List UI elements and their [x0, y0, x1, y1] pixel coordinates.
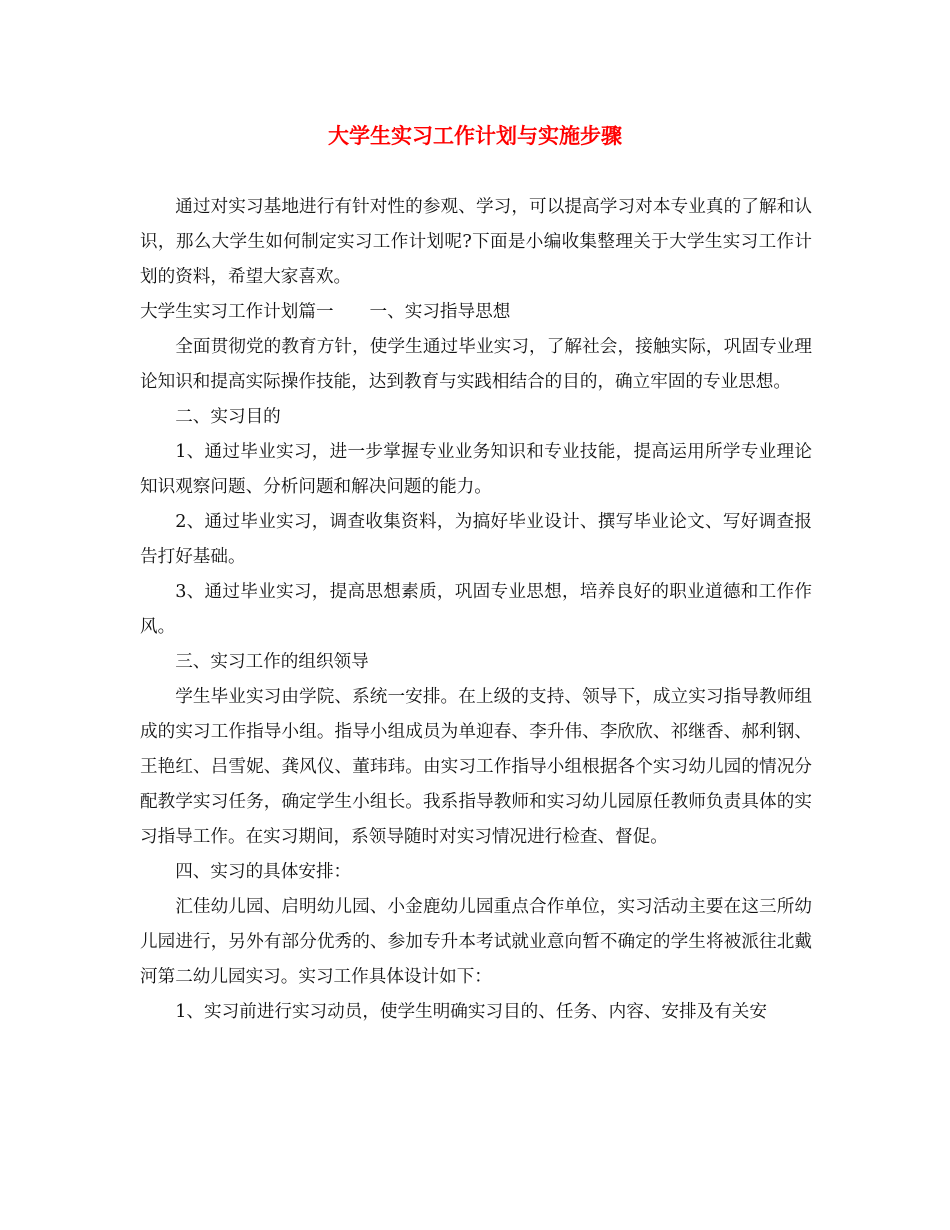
paragraph-purpose-2: 2、通过毕业实习，调查收集资料，为搞好毕业设计、撰写毕业论文、写好调查报告打好基础。: [140, 512, 812, 567]
paragraph-arrangement-1: 1、实习前进行实习动员，使学生明确实习目的、任务、内容、安排及有关安: [175, 1002, 767, 1022]
paragraph-guiding-ideology: 全面贯彻党的教育方针，使学生通过毕业实习，了解社会，接触实际，巩固专业理论知识和提高实际操作技能，达到教育与实践相结合的目的，确立牢固的专业思想。: [140, 337, 812, 392]
paragraph-organization: 学生毕业实习由学院、系统一安排。在上级的支持、领导下，成立实习指导教师组成的实习工作指导小组。指导小组成员为单迎春、李升伟、李欣欣、祁继香、郝利钢、王艳红、吕雪妮、龚风仪、董玮玮。由实习工作指导小组根据各个实习幼儿园的情况分配教学实习任务，确定学生小组长。我系指导教师和实习幼儿园原任教师负责具体的实习指导工作。在实习期间，系领导随时对实习情况进行检查、督促。: [140, 687, 812, 847]
section-heading-2: 二、实习目的: [175, 407, 281, 427]
document-body: [140, 190, 812, 1030]
article-label-line: [140, 295, 812, 330]
document-title: 大学生实习工作计划与实施步骤: [328, 123, 622, 148]
article-label: 大学生实习工作计划篇一: [140, 302, 334, 322]
paragraph-arrangement: 汇佳幼儿园、启明幼儿园、小金鹿幼儿园重点合作单位，实习活动主要在这三所幼儿园进行，另外有部分优秀的、参加专升本考试就业意向暂不确定的学生将被派往北戴河第二幼儿园实习。实习工作具体设计如下：: [140, 897, 812, 987]
paragraph-purpose-1: 1、通过毕业实习，进一步掌握专业业务知识和专业技能，提高运用所学专业理论知识观察问题、分析问题和解决问题的能力。: [140, 442, 812, 497]
section-heading-1: 一、实习指导思想: [369, 302, 511, 322]
section-heading-4: 四、实习的具体安排：: [175, 862, 352, 882]
section-heading-3: 三、实习工作的组织领导: [175, 652, 369, 672]
intro-paragraph: 通过对实习基地进行有针对性的参观、学习，可以提高学习对本专业真的了解和认识，那么大学生如何制定实习工作计划呢?下面是小编收集整理关于大学生实习工作计划的资料，希望大家喜欢。: [140, 197, 812, 287]
paragraph-purpose-3: 3、通过毕业实习，提高思想素质，巩固专业思想，培养良好的职业道德和工作作风。: [140, 582, 812, 637]
